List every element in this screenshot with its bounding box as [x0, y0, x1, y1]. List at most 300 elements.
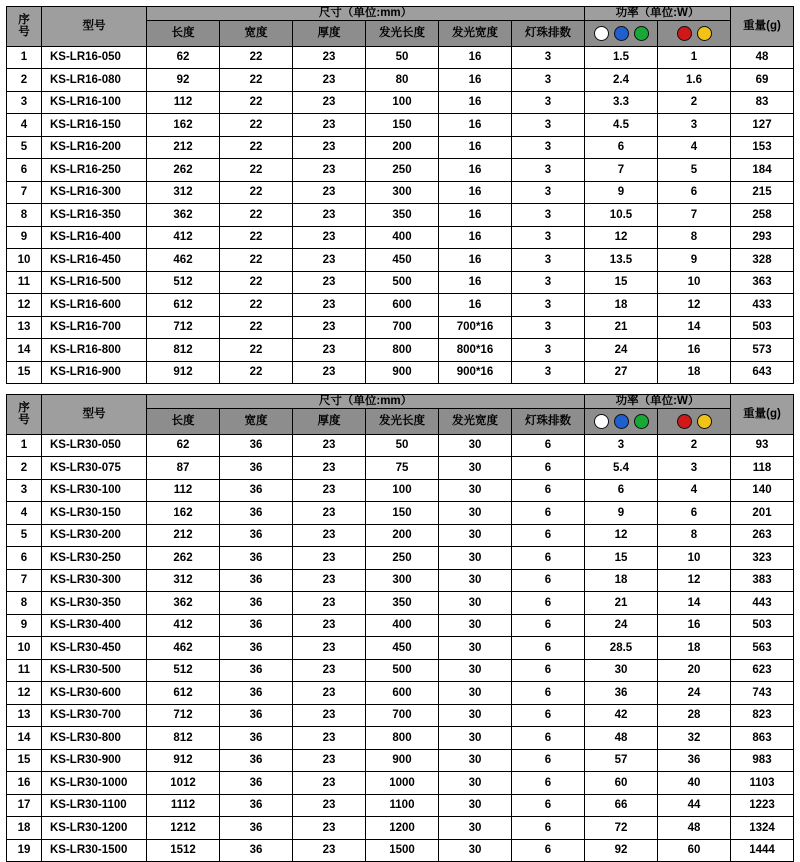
cell-power-white: 21 — [585, 316, 658, 339]
cell-model: KS-LR16-700 — [42, 316, 147, 339]
cell-width: 36 — [220, 502, 293, 525]
cell-width: 36 — [220, 817, 293, 840]
cell-width: 36 — [220, 704, 293, 727]
cell-model: KS-LR30-1500 — [42, 839, 147, 862]
cell-light-width: 16 — [439, 69, 512, 92]
table-row — [7, 839, 794, 862]
header-seq-line2: 号 — [18, 414, 30, 427]
cell-power-white: 72 — [585, 817, 658, 840]
table-row — [7, 159, 794, 182]
cell-light-length: 400 — [366, 614, 439, 637]
cell-power-color: 14 — [658, 316, 731, 339]
cell-power-white: 3 — [585, 434, 658, 457]
cell-model: KS-LR30-050 — [42, 434, 147, 457]
cell-power-color: 18 — [658, 637, 731, 660]
header-model: 型号 — [42, 7, 147, 47]
cell-led-rows: 3 — [512, 271, 585, 294]
cell-led-rows: 6 — [512, 772, 585, 795]
cell-weight: 863 — [731, 727, 794, 750]
table-row — [7, 361, 794, 384]
cell-weight: 263 — [731, 524, 794, 547]
table-row — [7, 569, 794, 592]
cell-thickness: 23 — [293, 637, 366, 660]
cell-led-rows: 6 — [512, 817, 585, 840]
table-body — [7, 46, 794, 384]
cell-seq: 6 — [7, 547, 42, 570]
cell-width: 36 — [220, 637, 293, 660]
cell-width: 36 — [220, 547, 293, 570]
cell-light-width: 800*16 — [439, 339, 512, 362]
cell-power-color: 2 — [658, 434, 731, 457]
cell-light-width: 30 — [439, 457, 512, 480]
cell-width: 22 — [220, 226, 293, 249]
cell-led-rows: 3 — [512, 249, 585, 272]
cell-weight: 823 — [731, 704, 794, 727]
cell-light-length: 50 — [366, 434, 439, 457]
cell-thickness: 23 — [293, 181, 366, 204]
cell-width: 22 — [220, 136, 293, 159]
cell-led-rows: 3 — [512, 136, 585, 159]
cell-led-rows: 6 — [512, 502, 585, 525]
cell-light-length: 600 — [366, 294, 439, 317]
cell-light-width: 16 — [439, 136, 512, 159]
cell-width: 22 — [220, 361, 293, 384]
cell-width: 36 — [220, 569, 293, 592]
cell-light-length: 900 — [366, 361, 439, 384]
cell-thickness: 23 — [293, 316, 366, 339]
cell-power-white: 24 — [585, 339, 658, 362]
cell-seq: 12 — [7, 294, 42, 317]
cell-light-length: 200 — [366, 136, 439, 159]
cell-led-rows: 3 — [512, 159, 585, 182]
cell-model: KS-LR30-1200 — [42, 817, 147, 840]
cell-thickness: 23 — [293, 749, 366, 772]
cell-width: 36 — [220, 524, 293, 547]
cell-light-width: 16 — [439, 204, 512, 227]
table-row — [7, 434, 794, 457]
table-row — [7, 637, 794, 660]
cell-power-white: 12 — [585, 226, 658, 249]
cell-led-rows: 3 — [512, 361, 585, 384]
header-weight: 重量(g) — [731, 7, 794, 47]
cell-thickness: 23 — [293, 659, 366, 682]
cell-power-color: 9 — [658, 249, 731, 272]
cell-led-rows: 6 — [512, 614, 585, 637]
table-row — [7, 294, 794, 317]
cell-thickness: 23 — [293, 434, 366, 457]
cell-led-rows: 3 — [512, 316, 585, 339]
header-power-colors-red-yellow — [658, 20, 731, 46]
cell-led-rows: 6 — [512, 457, 585, 480]
cell-led-rows: 6 — [512, 727, 585, 750]
cell-model: KS-LR16-400 — [42, 226, 147, 249]
cell-power-color: 10 — [658, 271, 731, 294]
cell-led-rows: 3 — [512, 181, 585, 204]
cell-led-rows: 6 — [512, 524, 585, 547]
cell-length: 362 — [147, 592, 220, 615]
cell-length: 62 — [147, 434, 220, 457]
cell-length: 712 — [147, 316, 220, 339]
cell-weight: 153 — [731, 136, 794, 159]
cell-power-color: 44 — [658, 794, 731, 817]
cell-width: 36 — [220, 727, 293, 750]
cell-light-width: 30 — [439, 592, 512, 615]
cell-light-length: 450 — [366, 637, 439, 660]
cell-power-color: 4 — [658, 479, 731, 502]
cell-light-length: 1000 — [366, 772, 439, 795]
cell-light-width: 30 — [439, 749, 512, 772]
cell-model: KS-LR30-1100 — [42, 794, 147, 817]
color-dot — [677, 414, 692, 429]
cell-weight: 1103 — [731, 772, 794, 795]
header-row-groups — [7, 395, 794, 409]
cell-light-length: 50 — [366, 46, 439, 69]
cell-led-rows: 6 — [512, 704, 585, 727]
cell-light-length: 250 — [366, 547, 439, 570]
header-length: 长度 — [147, 20, 220, 46]
cell-width: 22 — [220, 316, 293, 339]
cell-power-color: 5 — [658, 159, 731, 182]
cell-length: 612 — [147, 682, 220, 705]
cell-power-white: 66 — [585, 794, 658, 817]
cell-seq: 3 — [7, 91, 42, 114]
cell-led-rows: 6 — [512, 479, 585, 502]
cell-length: 612 — [147, 294, 220, 317]
table-row — [7, 547, 794, 570]
cell-length: 812 — [147, 339, 220, 362]
table-row — [7, 136, 794, 159]
cell-power-color: 10 — [658, 547, 731, 570]
cell-length: 312 — [147, 569, 220, 592]
cell-width: 22 — [220, 271, 293, 294]
table-row — [7, 772, 794, 795]
cell-thickness: 23 — [293, 704, 366, 727]
cell-seq: 5 — [7, 136, 42, 159]
cell-power-white: 9 — [585, 502, 658, 525]
cell-model: KS-LR30-150 — [42, 502, 147, 525]
cell-length: 912 — [147, 749, 220, 772]
cell-power-white: 9 — [585, 181, 658, 204]
cell-width: 36 — [220, 479, 293, 502]
cell-width: 22 — [220, 339, 293, 362]
cell-light-length: 300 — [366, 569, 439, 592]
cell-power-color: 14 — [658, 592, 731, 615]
cell-light-width: 30 — [439, 637, 512, 660]
cell-power-color: 4 — [658, 136, 731, 159]
cell-weight: 140 — [731, 479, 794, 502]
cell-thickness: 23 — [293, 479, 366, 502]
cell-power-color: 36 — [658, 749, 731, 772]
cell-light-width: 30 — [439, 569, 512, 592]
cell-thickness: 23 — [293, 46, 366, 69]
cell-power-white: 27 — [585, 361, 658, 384]
cell-width: 36 — [220, 839, 293, 862]
cell-light-length: 700 — [366, 316, 439, 339]
cell-length: 412 — [147, 614, 220, 637]
cell-light-length: 150 — [366, 502, 439, 525]
cell-power-white: 10.5 — [585, 204, 658, 227]
cell-seq: 10 — [7, 637, 42, 660]
cell-model: KS-LR30-450 — [42, 637, 147, 660]
header-power-colors-white-blue-green — [585, 20, 658, 46]
cell-seq: 18 — [7, 817, 42, 840]
header-led-rows: 灯珠排数 — [512, 20, 585, 46]
cell-model: KS-LR30-600 — [42, 682, 147, 705]
header-power-colors-white-blue-green — [585, 408, 658, 434]
cell-power-white: 21 — [585, 592, 658, 615]
cell-light-width: 30 — [439, 524, 512, 547]
cell-light-width: 30 — [439, 547, 512, 570]
cell-power-white: 12 — [585, 524, 658, 547]
cell-length: 212 — [147, 524, 220, 547]
cell-weight: 328 — [731, 249, 794, 272]
cell-model: KS-LR16-200 — [42, 136, 147, 159]
cell-light-width: 16 — [439, 226, 512, 249]
table-header — [7, 395, 794, 435]
cell-thickness: 23 — [293, 339, 366, 362]
cell-seq: 7 — [7, 181, 42, 204]
cell-length: 162 — [147, 502, 220, 525]
cell-weight: 127 — [731, 114, 794, 137]
cell-model: KS-LR16-080 — [42, 69, 147, 92]
cell-length: 212 — [147, 136, 220, 159]
cell-weight: 83 — [731, 91, 794, 114]
cell-seq: 9 — [7, 226, 42, 249]
table-row — [7, 479, 794, 502]
cell-length: 412 — [147, 226, 220, 249]
color-dot-group — [585, 409, 657, 434]
cell-width: 22 — [220, 114, 293, 137]
cell-model: KS-LR16-050 — [42, 46, 147, 69]
cell-light-length: 800 — [366, 339, 439, 362]
header-light-length: 发光长度 — [366, 408, 439, 434]
header-power-colors-red-yellow — [658, 408, 731, 434]
cell-power-white: 5.4 — [585, 457, 658, 480]
table-header — [7, 7, 794, 47]
cell-weight: 383 — [731, 569, 794, 592]
table-row — [7, 524, 794, 547]
tables-container — [0, 6, 800, 862]
cell-power-white: 18 — [585, 294, 658, 317]
header-row-groups — [7, 7, 794, 21]
cell-seq: 17 — [7, 794, 42, 817]
cell-light-width: 30 — [439, 682, 512, 705]
cell-weight: 201 — [731, 502, 794, 525]
cell-power-color: 1 — [658, 46, 731, 69]
cell-power-color: 16 — [658, 339, 731, 362]
cell-led-rows: 3 — [512, 91, 585, 114]
cell-weight: 93 — [731, 434, 794, 457]
cell-weight: 1444 — [731, 839, 794, 862]
cell-light-width: 30 — [439, 772, 512, 795]
table-row — [7, 794, 794, 817]
table-row — [7, 704, 794, 727]
cell-length: 92 — [147, 69, 220, 92]
cell-weight: 293 — [731, 226, 794, 249]
cell-seq: 13 — [7, 316, 42, 339]
cell-thickness: 23 — [293, 361, 366, 384]
cell-led-rows: 6 — [512, 659, 585, 682]
color-dot-group — [658, 21, 730, 46]
cell-length: 712 — [147, 704, 220, 727]
cell-light-length: 100 — [366, 479, 439, 502]
cell-led-rows: 6 — [512, 682, 585, 705]
cell-seq: 8 — [7, 204, 42, 227]
table-row — [7, 226, 794, 249]
cell-seq: 1 — [7, 434, 42, 457]
table-row — [7, 46, 794, 69]
cell-length: 262 — [147, 159, 220, 182]
cell-thickness: 23 — [293, 159, 366, 182]
cell-light-length: 700 — [366, 704, 439, 727]
header-length: 长度 — [147, 408, 220, 434]
cell-light-length: 400 — [366, 226, 439, 249]
cell-width: 36 — [220, 659, 293, 682]
cell-power-color: 40 — [658, 772, 731, 795]
cell-length: 512 — [147, 659, 220, 682]
table-row — [7, 204, 794, 227]
cell-model: KS-LR16-450 — [42, 249, 147, 272]
cell-power-color: 6 — [658, 181, 731, 204]
table-row — [7, 727, 794, 750]
cell-power-color: 60 — [658, 839, 731, 862]
cell-weight: 623 — [731, 659, 794, 682]
table-row — [7, 271, 794, 294]
cell-length: 462 — [147, 249, 220, 272]
cell-seq: 3 — [7, 479, 42, 502]
cell-thickness: 23 — [293, 457, 366, 480]
cell-light-length: 350 — [366, 592, 439, 615]
cell-power-white: 3.3 — [585, 91, 658, 114]
cell-seq: 4 — [7, 502, 42, 525]
color-dot — [634, 26, 649, 41]
spec-table-1 — [6, 6, 794, 384]
cell-seq: 7 — [7, 569, 42, 592]
cell-width: 36 — [220, 592, 293, 615]
cell-weight: 258 — [731, 204, 794, 227]
cell-thickness: 23 — [293, 204, 366, 227]
cell-light-length: 200 — [366, 524, 439, 547]
cell-light-width: 16 — [439, 249, 512, 272]
cell-light-length: 600 — [366, 682, 439, 705]
cell-thickness: 23 — [293, 772, 366, 795]
color-dot — [594, 26, 609, 41]
cell-power-color: 20 — [658, 659, 731, 682]
cell-light-length: 800 — [366, 727, 439, 750]
header-seq — [7, 7, 42, 47]
cell-length: 112 — [147, 479, 220, 502]
cell-light-width: 30 — [439, 434, 512, 457]
cell-model: KS-LR30-1000 — [42, 772, 147, 795]
table-row — [7, 181, 794, 204]
cell-weight: 643 — [731, 361, 794, 384]
cell-seq: 5 — [7, 524, 42, 547]
cell-model: KS-LR30-200 — [42, 524, 147, 547]
cell-power-color: 3 — [658, 114, 731, 137]
header-light-width: 发光宽度 — [439, 408, 512, 434]
cell-width: 22 — [220, 294, 293, 317]
cell-seq: 14 — [7, 339, 42, 362]
cell-model: KS-LR30-500 — [42, 659, 147, 682]
header-thickness: 厚度 — [293, 408, 366, 434]
cell-weight: 69 — [731, 69, 794, 92]
header-light-length: 发光长度 — [366, 20, 439, 46]
cell-power-color: 18 — [658, 361, 731, 384]
cell-thickness: 23 — [293, 294, 366, 317]
table-row — [7, 316, 794, 339]
header-seq-line1: 序 — [18, 13, 30, 26]
cell-power-white: 48 — [585, 727, 658, 750]
cell-width: 36 — [220, 794, 293, 817]
cell-model: KS-LR16-500 — [42, 271, 147, 294]
cell-thickness: 23 — [293, 794, 366, 817]
cell-power-white: 6 — [585, 136, 658, 159]
cell-thickness: 23 — [293, 547, 366, 570]
cell-led-rows: 6 — [512, 839, 585, 862]
cell-light-width: 900*16 — [439, 361, 512, 384]
cell-thickness: 23 — [293, 682, 366, 705]
cell-model: KS-LR16-600 — [42, 294, 147, 317]
cell-light-width: 30 — [439, 704, 512, 727]
cell-led-rows: 3 — [512, 69, 585, 92]
cell-model: KS-LR30-800 — [42, 727, 147, 750]
color-dot — [697, 414, 712, 429]
cell-width: 22 — [220, 204, 293, 227]
cell-light-width: 30 — [439, 727, 512, 750]
cell-seq: 16 — [7, 772, 42, 795]
table-row — [7, 114, 794, 137]
header-model: 型号 — [42, 395, 147, 435]
cell-thickness: 23 — [293, 727, 366, 750]
cell-seq: 11 — [7, 271, 42, 294]
cell-power-color: 24 — [658, 682, 731, 705]
cell-thickness: 23 — [293, 69, 366, 92]
cell-power-color: 32 — [658, 727, 731, 750]
header-led-rows: 灯珠排数 — [512, 408, 585, 434]
cell-model: KS-LR16-250 — [42, 159, 147, 182]
cell-light-length: 80 — [366, 69, 439, 92]
cell-light-length: 500 — [366, 271, 439, 294]
table-body — [7, 434, 794, 862]
cell-light-width: 16 — [439, 181, 512, 204]
cell-seq: 4 — [7, 114, 42, 137]
cell-led-rows: 3 — [512, 114, 585, 137]
color-dot — [614, 26, 629, 41]
cell-power-color: 7 — [658, 204, 731, 227]
cell-seq: 2 — [7, 69, 42, 92]
cell-seq: 14 — [7, 727, 42, 750]
cell-led-rows: 3 — [512, 204, 585, 227]
cell-thickness: 23 — [293, 524, 366, 547]
cell-seq: 1 — [7, 46, 42, 69]
cell-power-color: 2 — [658, 91, 731, 114]
cell-thickness: 23 — [293, 592, 366, 615]
color-dot — [614, 414, 629, 429]
cell-power-color: 16 — [658, 614, 731, 637]
cell-power-white: 13.5 — [585, 249, 658, 272]
cell-power-white: 15 — [585, 547, 658, 570]
cell-power-white: 42 — [585, 704, 658, 727]
cell-length: 112 — [147, 91, 220, 114]
cell-thickness: 23 — [293, 271, 366, 294]
cell-length: 462 — [147, 637, 220, 660]
cell-model: KS-LR16-900 — [42, 361, 147, 384]
cell-weight: 563 — [731, 637, 794, 660]
cell-led-rows: 3 — [512, 339, 585, 362]
cell-power-color: 8 — [658, 226, 731, 249]
cell-power-color: 12 — [658, 569, 731, 592]
table-row — [7, 457, 794, 480]
